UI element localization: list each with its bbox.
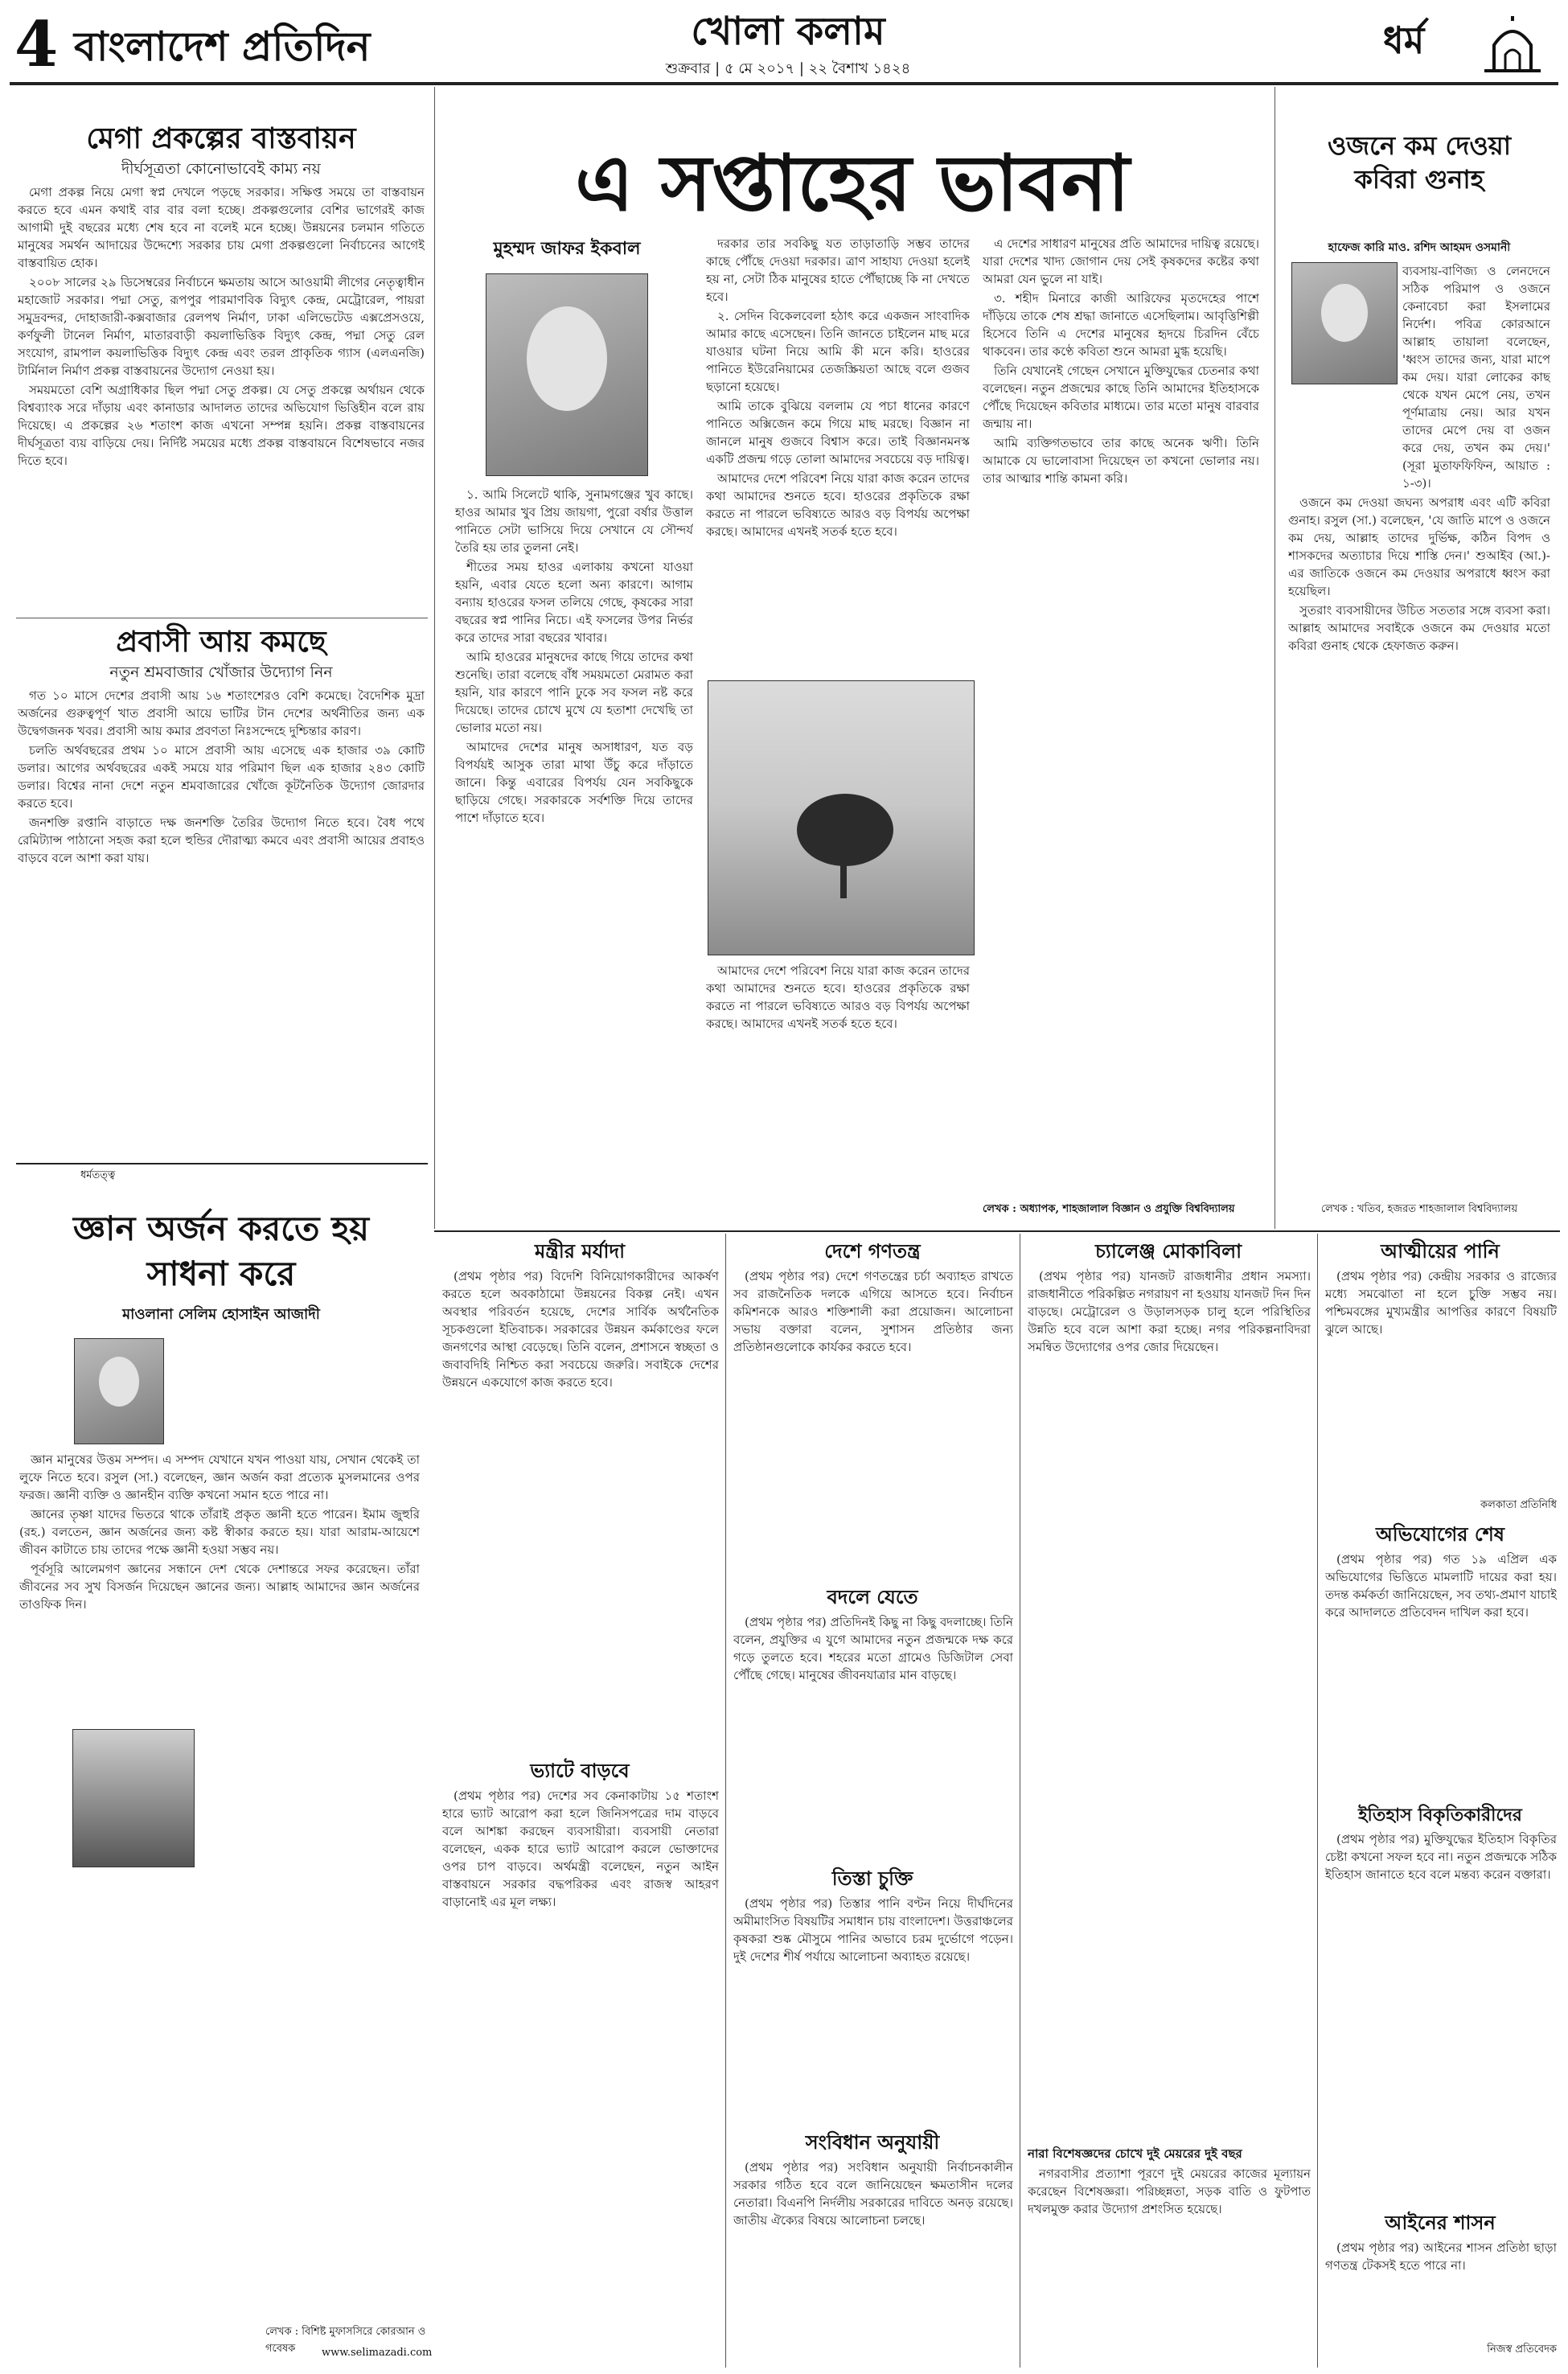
bodle-body bbox=[733, 1613, 1013, 1854]
challenge-body bbox=[1028, 1267, 1311, 2136]
tista-body bbox=[733, 1895, 1013, 2120]
ovijog-title: অভিযোগের শেষ bbox=[1375, 1522, 1505, 1546]
left-rule-2 bbox=[16, 1163, 428, 1164]
bottom-rule bbox=[434, 1230, 1560, 1232]
challenge-title: চ্যালেঞ্জ মোকাবিলা bbox=[1094, 1239, 1242, 1263]
section-name: খোলা কলাম bbox=[691, 9, 885, 54]
feature-para: তিনি যেখানেই গেছেন সেখানে মুক্তিযুদ্ধের চেতনার কথা বলেছেন। নতুন প্রজন্মের কাছে তিনি আমাদের ইতিহাসকে পৌঁছে দিয়েছেন কবিতার মাধ্যমে। তার মতো মানুষ বারবার জন্মায় না। bbox=[983, 363, 1259, 431]
ojon-para: সুতরাং ব্যবসায়ীদের উচিত সততার সঙ্গে ব্যবসা করা। আল্লাহ আমাদের সবাইকে ওজনে কম দেওয়ার মতো কবিরা গুনাহ থেকে হেফাজত করুন। bbox=[1288, 603, 1550, 653]
gyan-url[interactable]: www.selimazadi.com bbox=[322, 2347, 433, 2359]
feature-col-2b bbox=[706, 962, 970, 1219]
mega-title: মেগা প্রকল্পের বাস্তবায়ন bbox=[86, 121, 356, 155]
ojon-para: ওজনে কম দেওয়া জঘন্য অপরাধ এবং এটি কবিরা গুনাহ। রসুল (সা.) বলেছেন, 'যে জাতি মাপে ও ওজনে কম দেয়, আল্লাহ তাদের দুর্ভিক্ষ, কঠিন বিপদ ও শাসকদের অত্যাচার দিয়ে শাস্তি দেন।' শুআইব (আ.)-এর জাতিকে ওজনে কম দেওয়ার অপরাধে ধ্বংস করা হয়েছিল। bbox=[1288, 495, 1550, 598]
ain-body bbox=[1325, 2239, 1557, 2335]
haor-tree-photo bbox=[708, 680, 975, 955]
issue-date: শুক্রবার | ৫ মে ২০১৭ | ২২ বৈশাখ ১৪২৪ bbox=[665, 60, 911, 77]
songbidhan-para: (প্রথম পৃষ্ঠার পর) সংবিধান অনুযায়ী নির্বাচনকালীন সরকার গঠিত হবে বলে জানিয়েছেন ক্ষমতাসীন দলের নেতারা। বিএনপি নির্দলীয় সরকারের দাবিতে অনড় রয়েছে। জাতীয় ঐক্যের বিষয়ে আলোচনা চলছে। bbox=[733, 2160, 1013, 2228]
gyan-author: মাওলানা সেলিম হোসাইন আজাদী bbox=[122, 1306, 320, 1323]
feature-para: আমাদের দেশে পরিবেশ নিয়ে যারা কাজ করেন তাদের কথা আমাদের শুনতে হবে। হাওরের প্রকৃতিকে রক্ষা করতে না পারলে ভবিষ্যতে আরও বড় বিপর্যয় অপেক্ষা করছে। আমাদের এখনই সতর্ক হতে হবে। bbox=[706, 471, 970, 539]
challenge-sub-para: নগরবাসীর প্রত্যাশা পূরণে দুই মেয়রের কাজের মূল্যায়ন করেছেন বিশেষজ্ঞরা। পরিচ্ছন্নতা, সড়ক বাতি ও ফুটপাত দখলমুক্ত করার উদ্যোগ প্রশংসিত হয়েছে। bbox=[1028, 2167, 1311, 2216]
bottom-divider-3 bbox=[1317, 1234, 1318, 2368]
itihas-body bbox=[1325, 1830, 1557, 2200]
gonotontro-para: (প্রথম পৃষ্ঠার পর) দেশে গণতন্ত্রের চর্চা অব্যাহত রাখতে সব রাজনৈতিক দলকে এগিয়ে আসতে হবে। নির্বাচন কমিশনকে আরও শক্তিশালী করা প্রয়োজন। আলোচনা সভায় বক্তারা বলেন, সুশাসন প্রতিষ্ঠার জন্য প্রতিষ্ঠানগুলোকে কার্যকর করতে হবে। bbox=[733, 1269, 1013, 1354]
ovijog-para: (প্রথম পৃষ্ঠার পর) গত ১৯ এপ্রিল এক অভিযোগের ভিত্তিতে মামলাটি দায়ের করা হয়। তদন্ত কর্মকর্তা জানিয়েছেন, সব তথ্য-প্রমাণ যাচাই করে আদালতে প্রতিবেদন দাখিল করা হবে। bbox=[1325, 1552, 1557, 1620]
mosque-icon bbox=[1478, 13, 1547, 74]
itihas-para: (প্রথম পৃষ্ঠার পর) মুক্তিযুদ্ধের ইতিহাস বিকৃতির চেষ্টা কখনো সফল হবে না। নতুন প্রজন্মকে সঠিক ইতিহাস জানাতে হবে বলে মন্তব্য করেন বক্তারা। bbox=[1325, 1832, 1557, 1882]
ain-credit: নিজস্ব প্রতিবেদক bbox=[1487, 2343, 1557, 2356]
challenge-subtitle: নারা বিশেষজ্ঞদের চোখে দুই মেয়রের দুই বছর bbox=[1028, 2146, 1242, 2161]
feature-col-3 bbox=[983, 235, 1259, 1192]
gyan-title: জ্ঞান অর্জন করতে হয় সাধনা করে bbox=[72, 1209, 369, 1293]
mega-para: ২০০৮ সালের ২৯ ডিসেম্বরের নির্বাচনে ক্ষমতায় আসে আওয়ামী লীগের নেতৃত্বাধীন মহাজোট সরকার। পদ্মা সেতু, রূপপুর পারমাণবিক বিদ্যুৎ কেন্দ্র, মেট্রোরেল, পায়রা সমুদ্রবন্দর, দোহাজারী-কক্সবাজার রেলপথ নির্মাণ, ঢাকা এলিভেটেড এক্সপ্রেসওয়ে, কর্ণফুলী টানেল নির্মাণ, মাতারবাড়ী কয়লাভিত্তিক বিদ্যুৎ কেন্দ্র, পদ্মা সেতু রেল সংযোগ, রামপাল কয়লাভিত্তিক বিদ্যুৎ কেন্দ্র এবং তরল প্রাকৃতিক গ্যাস (এলএনজি) টার্মিনাল নির্মাণ প্রকল্প বাস্তবায়নের উদ্যোগ নেওয়া হয়। bbox=[18, 275, 425, 378]
challenge-para: (প্রথম পৃষ্ঠার পর) যানজট রাজধানীর প্রধান সমস্যা। রাজধানীতে পরিকল্পিত নগরায়ণ না হওয়ায় যানজট দিন দিন বাড়ছে। মেট্রোরেল ও উড়ালসড়ক চালু হলে পরিস্থিতির উন্নতি হবে বলে আশা করা হচ্ছে। নগর পরিকল্পনাবিদরা সমন্বিত উদ্যোগের ওপর জোর দিয়েছেন। bbox=[1028, 1269, 1311, 1354]
right-section-name: ধর্ম bbox=[1383, 18, 1425, 62]
mantri-body bbox=[442, 1267, 719, 1742]
songbidhan-title: সংবিধান অনুযায়ী bbox=[805, 2130, 940, 2154]
gonotontro-body bbox=[733, 1267, 1013, 1573]
vat-para: (প্রথম পৃষ্ঠার পর) দেশের সব কেনাকাটায় ১৫ শতাংশ হারে ভ্যাট আরোপ করা হলে জিনিসপত্রের দাম বাড়বে বলে আশঙ্কা করছেন ব্যবসায়ীরা। ব্যবসায়ী নেতারা বলেছেন, একক হারে ভ্যাট আরোপ করলে ভোক্তাদের ওপর চাপ বাড়বে। অর্থমন্ত্রী বলেছেন, নতুন আইন বাস্তবায়নে সরকার বদ্ধপরিকর এবং রাজস্ব আহরণ বাড়ানোই এর মূল লক্ষ্য। bbox=[442, 1789, 719, 1909]
ojon-title: ওজনে কম দেওয়া কবিরা গুনাহ bbox=[1327, 130, 1512, 195]
mantri-para: (প্রথম পৃষ্ঠার পর) বিদেশি বিনিয়োগকারীদের আকর্ষণ করতে হলে অবকাঠামো উন্নয়নের বিকল্প নেই। এখন অবস্থার পরিবর্তন হয়েছে, দেশের সার্বিক অর্থনৈতিক সূচকগুলো ইতিবাচক। সরকারের উন্নয়ন কর্মকাণ্ডের ফলে জনগণের আস্থা বেড়েছে। তিনি বলেন, প্রশাসনে স্বচ্ছতা ও জবাবদিহি নিশ্চিত করা সবচেয়ে জরুরি। সবাইকে দেশের উন্নয়নে একযোগে কাজ করতে হবে। bbox=[442, 1269, 719, 1390]
songbidhan-body bbox=[733, 2158, 1013, 2360]
feature-para: আমি তাকে বুঝিয়ে বললাম যে পচা ধানের কারণে পানিতে অক্সিজেন কমে গিয়ে মাছ মরছে। বিজ্ঞান না জানলে মানুষ গুজবে বিশ্বাস করে। তাই বিজ্ঞানমনস্ক একটি প্রজন্ম গড়ে তোলা আমাদের সবচেয়ে বড় দায়িত্ব। bbox=[706, 399, 970, 466]
feature-col-2 bbox=[706, 235, 970, 669]
feature-para: আমি ব্যক্তিগতভাবে তার কাছে অনেক ঋণী। তিনি আমাকে যে ভালোবাসা দিয়েছেন তা কখনো ভোলার নয়। তার আত্মার শান্তি কামনা করি। bbox=[983, 436, 1259, 486]
feature-para: আমি হাওরের মানুষদের কাছে গিয়ে তাদের কথা শুনেছি। তারা বলেছে বাঁধ সময়মতো মেরামত করা হয়নি, যার কারণে পানি ঢুকে সব ফসল নষ্ট করে দিয়েছে। তাদের চোখে মুখে যে হতাশা দেখেছি তা ভোলার মতো নয়। bbox=[455, 650, 693, 735]
bodle-para: (প্রথম পৃষ্ঠার পর) প্রতিদিনই কিছু না কিছু বদলাচ্ছে। তিনি বলেন, প্রযুক্তির এ যুগে আমাদের নতুন প্রজন্মকে দক্ষ করে গড়ে তুলতে হবে। শহরের মতো গ্রামেও ডিজিটাল সেবা পৌঁছে গেছে। মানুষের জীবনযাত্রার মান বাড়ছে। bbox=[733, 1615, 1013, 1682]
ojon-body bbox=[1288, 262, 1550, 1195]
atmiyer-body bbox=[1325, 1267, 1557, 1493]
author-photo-azadi bbox=[74, 1338, 164, 1444]
feature-para: ৩. শহীদ মিনারে কাজী আরিফের মৃতদেহের পাশে দাঁড়িয়ে তাকে শেষ শ্রদ্ধা জানাতে এসেছিলাম। আবৃত্তিশিল্পী হিসেবে তিনি এ দেশের মানুষের হৃদয়ে চিরদিন বেঁচে থাকবেন। তার কণ্ঠে কবিতা শুনে আমরা মুগ্ধ হয়েছি। bbox=[983, 291, 1259, 359]
feature-para: আমাদের দেশের মানুষ অসাধারণ, যত বড় বিপর্যয়ই আসুক তারা মাথা উঁচু করে দাঁড়াতে জানে। কিন্তু এবারের বিপর্যয় যেন সবকিছুকে ছাড়িয়ে গেছে। সরকারকে সর্বশক্তি দিয়ে তাদের পাশে দাঁড়াতে হবে। bbox=[455, 740, 693, 825]
gyan-footer: লেখক : বিশিষ্ট মুফাসসিরে কোরআন ও গবেষক bbox=[265, 2326, 426, 2355]
feature-para: শীতের সময় হাওর এলাকায় কখনো যাওয়া হয়নি, এবার যেতে হলো অন্য কারণে। আগাম বন্যায় হাওরের ফসল তলিয়ে গেছে, কৃষকের সারা বছরের স্বপ্ন পানির নিচে। এই ফসলের উপর নির্ভর করে তাদের সারা বছরের খাবার। bbox=[455, 560, 693, 645]
probashi-body bbox=[18, 687, 425, 1153]
bottom-divider-1 bbox=[725, 1234, 726, 2368]
masthead-rule bbox=[10, 82, 1558, 85]
probashi-para: জনশক্তি রপ্তানি বাড়াতে দক্ষ জনশক্তি তৈরির উদ্যোগ নিতে হবে। বৈধ পথে রেমিট্যান্স পাঠানো সহজ করা হলে হুন্ডির দৌরাত্ম্য কমবে এবং প্রবাসী আয়ের প্রবাহও বাড়বে বলে আশা করা যায়। bbox=[18, 815, 425, 865]
ovijog-body bbox=[1325, 1550, 1557, 1792]
gyan-para: জ্ঞান মানুষের উত্তম সম্পদ। এ সম্পদ যেখানে যখন পাওয়া যায়, সেখান থেকেই তা লুফে নিতে হবে। রসুল (সা.) বলেছেন, জ্ঞান অর্জন করা প্রত্যেক মুসলমানের ওপর ফরজ। জ্ঞানী ব্যক্তি ও জ্ঞানহীন ব্যক্তি কখনো সমান হতে পারে না। bbox=[19, 1452, 420, 1502]
feature-para: এ দেশের সাধারণ মানুষের প্রতি আমাদের দায়িত্ব রয়েছে। যারা দেশের খাদ্য জোগান দেয় সেই কৃষকদের কষ্টের কথা আমরা যেন ভুলে না যাই। bbox=[983, 236, 1259, 286]
left-divider bbox=[434, 87, 435, 1229]
atmiyer-title: আত্মীয়ের পানি bbox=[1381, 1239, 1500, 1263]
mantri-title: মন্ত্রীর মর্যাদা bbox=[534, 1239, 626, 1263]
feature-author-note: লেখক : অধ্যাপক, শাহজালাল বিজ্ঞান ও প্রযুক্তি বিশ্ববিদ্যালয় bbox=[983, 1203, 1235, 1215]
page-number: 4 bbox=[14, 8, 59, 81]
probashi-title: প্রবাসী আয় কমছে bbox=[116, 625, 326, 659]
ain-title: আইনের শাসন bbox=[1385, 2211, 1496, 2234]
mega-para: সময়মতো বেশি অগ্রাধিকার ছিল পদ্মা সেতু প্রকল্প। যে সেতু প্রকল্পে অর্থায়ন থেকে বিশ্বব্যাংক সরে দাঁড়ায় এবং কানাডার আদালত তাদের অভিযোগ ভিত্তিহীন বলে রায় দিয়েছে। এ প্রকল্পের ২৬ শতাংশ কাজ এখনো সম্পন্ন হয়নি। প্রকল্প বাস্তবায়নের দীর্ঘসূত্রতা ব্যয় বাড়িয়ে দেয়। নির্দিষ্ট সময়ের মধ্যে প্রকল্প বাস্তবায়নে বিশেষভাবে নজর দিতে হবে। bbox=[18, 383, 425, 468]
feature-para: দরকার তার সবকিছু যত তাড়াতাড়ি সম্ভব তাদের কাছে পৌঁছে দেওয়া দরকার। ত্রাণ সাহায্য দেওয়া হলেই হয় না, সেটা ঠিক মানুষের হাতে পৌঁছাচ্ছে কি না দেখতে হবে। bbox=[706, 236, 970, 304]
gyan-body bbox=[19, 1451, 420, 2295]
itihas-title: ইতিহাস বিকৃতিকারীদের bbox=[1358, 1805, 1522, 1826]
ojon-author: হাফেজ কারি মাও. রশিদ আহমদ ওসমানী bbox=[1328, 241, 1511, 254]
atmiyer-credit: কলকাতা প্রতিনিধি bbox=[1480, 1499, 1557, 1511]
bodle-title: বদলে যেতে bbox=[827, 1585, 918, 1608]
ain-para: (প্রথম পৃষ্ঠার পর) আইনের শাসন প্রতিষ্ঠা ছাড়া গণতন্ত্র টেকসই হতে পারে না। bbox=[1325, 2241, 1557, 2273]
tista-para: (প্রথম পৃষ্ঠার পর) তিস্তার পানি বণ্টন নিয়ে দীর্ঘদিনের অমীমাংসিত বিষয়টির সমাধান চায় বাংলাদেশ। উত্তরাঞ্চলের কৃষকরা শুষ্ক মৌসুমে পানির অভাবে চরম দুর্ভোগে পড়েন। দুই দেশের শীর্ষ পর্যায়ে আলোচনা অব্যাহত রয়েছে। bbox=[733, 1896, 1013, 1964]
book-image bbox=[72, 1729, 195, 1867]
mega-body bbox=[18, 183, 425, 610]
feature-para: ১. আমি সিলেটে থাকি, সুনামগঞ্জের খুব কাছে। হাওর আমার খুব প্রিয় জায়গা, পুরো বর্ষার উত্তাল পানিতে সেটা ভাসিয়ে দিয়ে সেখানে যে সৌন্দর্য তৈরি হয় তার তুলনা নেই। bbox=[455, 487, 693, 555]
author-photo-zafar bbox=[486, 273, 648, 476]
gonotontro-title: দেশে গণতন্ত্র bbox=[824, 1239, 921, 1263]
vat-title: ভ্যাটে বাড়বে bbox=[530, 1759, 630, 1782]
tista-title: তিস্তা চুক্তি bbox=[831, 1867, 913, 1890]
challenge-sub-body bbox=[1028, 2165, 1311, 2358]
religion-label: ধর্মতত্ত্ব bbox=[80, 1169, 116, 1181]
ojon-footer: লেখক : খতিব, হজরত শাহজালাল বিশ্ববিদ্যালয় bbox=[1320, 1203, 1518, 1215]
mega-para: মেগা প্রকল্প নিয়ে মেগা স্বপ্ন দেখলে পড়ছে সরকার। সক্ষিপ্ত সময়ে তা বাস্তবায়ন করতে হবে এমন কথাই বার বার বলা হচ্ছে। প্রকল্পগুলোর বেশির ভাগেরই কাজ আগামী দুই বছরের মধ্যে শেষ হবে না বলেই মনে হচ্ছে। উন্নয়নের চলমান গতিতে মানুষের সমর্থন আদায়ের উদ্দেশ্যে সরকার চায় মেগা প্রকল্পগুলো নির্বাচনের আগেই বাস্তবায়িত হোক। bbox=[18, 185, 425, 270]
atmiyer-para: (প্রথম পৃষ্ঠার পর) কেন্দ্রীয় সরকার ও রাজ্যের মধ্যে সমঝোতা না হলে চুক্তি সম্ভব নয়। পশ্চিমবঙ্গের মুখ্যমন্ত্রীর আপত্তির কারণে বিষয়টি ঝুলে আছে। bbox=[1325, 1269, 1557, 1337]
gyan-para: জ্ঞানের তৃষ্ণা যাদের ভিতরে থাকে তাঁরাই প্রকৃত জ্ঞানী হতে পারেন। ইমাম জুহুরি (রহ.) বলতেন, জ্ঞান অর্জনের জন্য কষ্ট স্বীকার করতে হয়। যারা আরাম-আয়েশে জীবন কাটাতে চায় তাদের পক্ষে জ্ঞানী হওয়া সম্ভব নয়। bbox=[19, 1507, 420, 1557]
feature-headline: এ সপ্তাহের ভাবনা bbox=[575, 138, 1130, 228]
feature-author: মুহম্মদ জাফর ইকবাল bbox=[493, 238, 641, 259]
feature-para: ২. সেদিন বিকেলবেলা হঠাৎ করে একজন সাংবাদিক আমার কাছে এসেছেন। তিনি জানতে চাইলেন মাছ মরে যাওয়ার ঘটনা নিয়ে আমি কী মনে করি। হাওরের পানিতে ইউরেনিয়ামের তেজস্ক্রিয়তা আছে বলে গুজব ছড়ানো হয়েছে। bbox=[706, 309, 970, 394]
vat-body bbox=[442, 1787, 719, 2350]
probashi-subtitle: নতুন শ্রমবাজার খোঁজার উদ্যোগ নিন bbox=[109, 663, 333, 681]
mega-subtitle: দীর্ঘসূত্রতা কোনোভাবেই কাম্য নয় bbox=[121, 160, 321, 178]
ojon-para: ব্যবসায়-বাণিজ্য ও লেনদেনে সঠিক পরিমাপ ও ওজনে কেনাবেচা করা ইসলামের নির্দেশ। পবিত্র কোরআনে আল্লাহ তায়ালা বলেছেন, 'ধ্বংস তাদের জন্য, যারা মাপে কম দেয়। যারা লোকের কাছ থেকে যখন মেপে নেয়, তখন পূর্ণমাত্রায় নেয়। আর যখন তাদের মেপে দেয় বা ওজন করে দেয়, তখন কম দেয়।' (সূরা মুতাফফিফিন, আয়াত : ১-৩)। bbox=[1402, 264, 1550, 491]
feature-para: আমাদের দেশে পরিবেশ নিয়ে যারা কাজ করেন তাদের কথা আমাদের শুনতে হবে। হাওরের প্রকৃতিকে রক্ষা করতে না পারলে ভবিষ্যতে আরও বড় বিপর্যয় অপেক্ষা করছে। আমাদের এখনই সতর্ক হতে হবে। bbox=[706, 963, 970, 1031]
probashi-para: গত ১০ মাসে দেশের প্রবাসী আয় ১৬ শতাংশেরও বেশি কমেছে। বৈদেশিক মুদ্রা অর্জনের গুরুত্বপূর্ণ খাত প্রবাসী আয়ে ভাটির টান দেশের অর্থনীতির জন্য এক উদ্বেগজনক খবর। প্রবাসী আয় কমার প্রবণতা নিঃসন্দেহে দুশ্চিন্তার কারণ। bbox=[18, 688, 425, 738]
gyan-para: পূর্বসূরি আলেমগণ জ্ঞানের সন্ধানে দেশ থেকে দেশান্তরে সফর করেছেন। তাঁরা জীবনের সব সুখ বিসর্জন দিয়েছেন জ্ঞানের জন্য। আল্লাহ আমাদের জ্ঞান অর্জনের তাওফিক দিন। bbox=[19, 1562, 420, 1612]
feature-col-1 bbox=[455, 486, 693, 1218]
probashi-para: চলতি অর্থবছরের প্রথম ১০ মাসে প্রবাসী আয় এসেছে এক হাজার ৩৯ কোটি ডলার। আগের অর্থবছরের একই সময়ে যার পরিমাণ ছিল এক হাজার ২৪৩ কোটি ডলার। বিশ্বের নানা দেশে নতুন শ্রমবাজারের খোঁজে কূটনৈতিক উদ্যোগ জোরদার করতে হবে। bbox=[18, 743, 425, 811]
paper-name: বাংলাদেশ প্রতিদিন bbox=[74, 23, 371, 70]
